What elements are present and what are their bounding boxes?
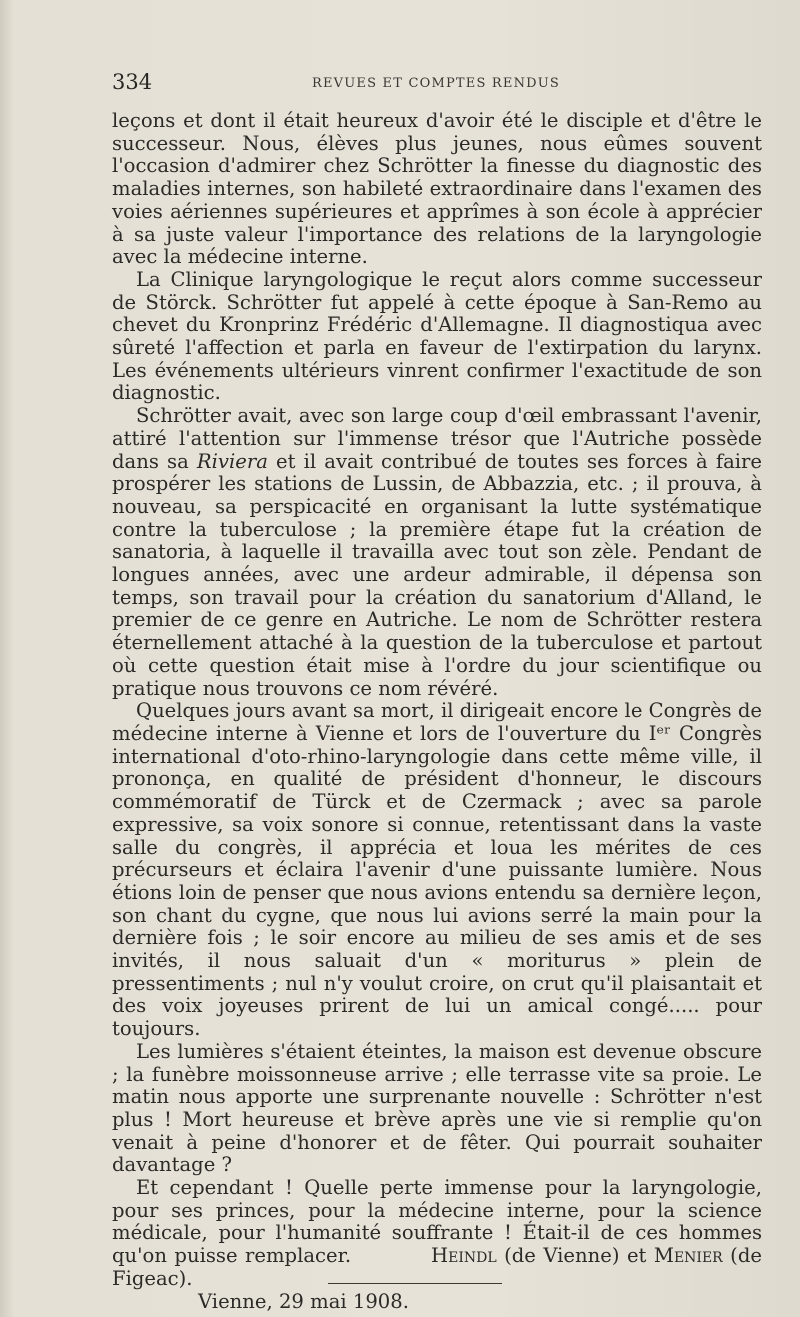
author-heindl-place: (de Vienne) <box>504 1244 620 1268</box>
author-menier: Menier <box>653 1244 723 1268</box>
page-number: 334 <box>112 70 153 94</box>
author-heindl: Heindl <box>431 1244 497 1268</box>
paragraph-riviera-start: Schrötter avait, avec son large coup d'œil embrassant l'avenir, attiré l'attention sur l'immense trésor que l'Autriche possède dans sa <box>112 404 762 473</box>
paragraph-cependant <box>112 1177 762 1291</box>
paragraph-continuation: leçons et dont il était heureux d'avoir été le disciple et d'être le successeur. Nous, élèves plus jeunes, nous eûmes souvent l'occasion d'admirer chez Schrötter la finesse du diagnostic des maladies internes, son habileté extraordinaire dans l'examen des voies aériennes supérieures et apprîmes à son école à apprécier à sa juste valeur l'importance des relations de la laryngologie avec la médecine interne. <box>112 109 762 269</box>
riviera-italic: Riviera <box>196 449 268 473</box>
paragraph-cependant-text: Et cependant ! Quelle perte immense pour la laryngologie, pour ses princes, pour la médecine interne, pour la science médicale, pour l'humanité souffrante ! Était-il de ces hommes qu'on puisse remplacer. <box>112 1176 762 1268</box>
paragraph-clinique: La Clinique laryngologique le reçut alors comme successeur de Störck. Schrötter fut appelé à cette époque à San-Remo au chevet du Kronprinz Frédéric d'Allemagne. Il diagnostiqua avec sûreté l'affection et parla en faveur de l'extirpation du larynx. Les événements ultérieurs vinrent confirmer l'exactitude de son diagnostic. <box>112 267 762 405</box>
running-title: REVUES ET COMPTES RENDUS <box>312 76 561 91</box>
signature-conjunction: et <box>626 1244 647 1268</box>
dateline: Vienne, 29 mai 1908. <box>198 1289 409 1313</box>
paragraph-riviera <box>112 405 762 700</box>
article-body <box>112 110 762 1313</box>
closing-rule <box>328 1283 502 1284</box>
paragraph-riviera-end: et il avait contribué de toutes ses forces à faire prospérer les stations de Lussin, de Abbazzia, etc. ; il prouva, à nouveau, sa perspicacité en organisant la lutte systématique contre la tuberculose ; la première étape fut la création de sanatoria, à laquelle il travailla avec tout son zèle. Pendant de longues années, avec une ardeur admirable, il dépensa son temps, son travail pour la création du sanatorium d'Alland, le premier de ce genre en Autriche. Le nom de Schrötter restera éternellement attaché à la question de la tuberculose et partout où cette question était mise à l'ordre du jour scientifique ou pratique nous trouvons ce nom révéré. <box>112 449 762 700</box>
author-menier-place: (de Figeac). <box>112 1244 762 1290</box>
page-header <box>112 70 762 100</box>
paragraph-congres: Quelques jours avant sa mort, il dirigeait encore le Congrès de médecine interne à Vienne et lors de l'ouverture du Iᵉʳ Congrès international d'oto-rhino-laryngologie dans cette même ville, il prononça, en qualité de président d'honneur, le discours commémoratif de Türck et de Czermack ; avec sa parole expressive, sa voix sonore si connue, retentissant dans la vaste salle du congrès, il apprécia et loua les mérites de ces précurseurs et éclaira l'avenir d'une puissante lumière. Nous étions loin de penser que nous avions entendu sa dernière leçon, son chant du cygne, que nous lui avions serré la main pour la dernière fois ; le soir encore au milieu de ses amis et de ses invités, il nous saluait d'un « moriturus » plein de pressentiments ; nul n'y voulut croire, on crut qu'il plaisantait et des voix joyeuses prirent de lui un amical congé..... pour toujours. <box>112 699 762 1041</box>
paragraph-lumieres: Les lumières s'étaient éteintes, la maison est devenue obscure ; la funèbre moissonneuse arrive ; elle terrasse vite sa proie. Le matin nous apporte une surprenante nouvelle : Schrötter n'est plus ! Mort heureuse et brève après une vie si remplie qu'on venait à peine d'honorer et de fêter. Qui pourrait souhaiter davantage ? <box>112 1039 762 1177</box>
